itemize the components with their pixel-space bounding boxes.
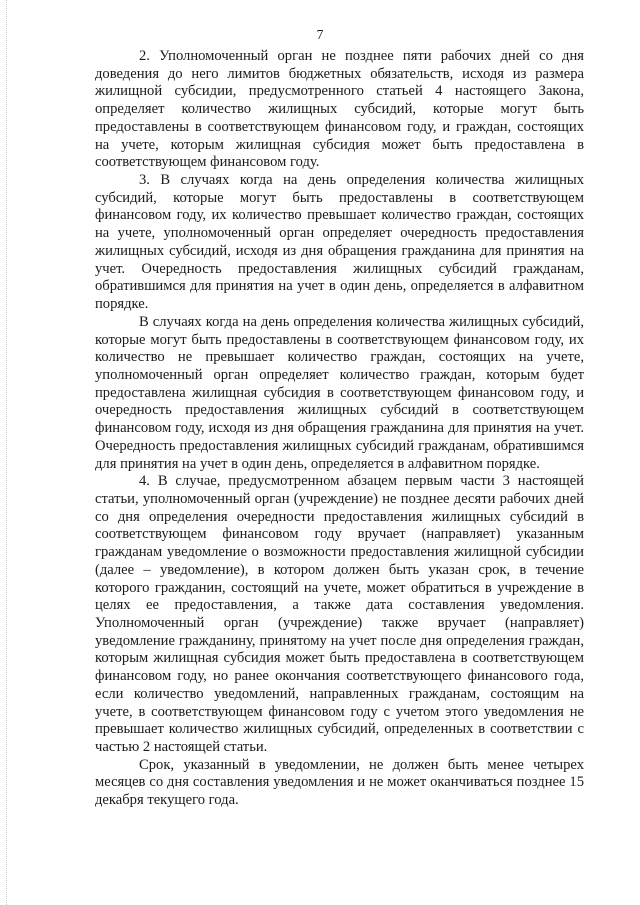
scan-edge-divider — [6, 0, 7, 905]
paragraph-notice-term: Срок, указанный в уведомлении, не должен быть менее четырех месяцев со дня составления уведомления и не может оканчиваться позднее 15 декабря текущего года. — [95, 756, 584, 809]
paragraph-part-2: 2. Уполномоченный орган не позднее пяти рабочих дней со дня доведения до него лимитов бюджетных обязательств, исходя из размера жилищной субсидии, предусмотренного статьей 4 настоящего Закона, определяет количество жилищных субсидий, которые могут быть предоставлены в соответствующем финансовом году, и граждан, состоящих на учете, которым жилищная субсидия может быть предоставлена в соответствующем финансовом году. — [95, 48, 584, 171]
document-body — [95, 48, 584, 810]
page-number: 7 — [316, 27, 324, 42]
paragraph-part-4: 4. В случае, предусмотренном абзацем первым части 3 настоящей статьи, уполномоченный орган (учреждение) не позднее десяти рабочих дней со дня определения очередности предоставления жилищных субсидий в соответствующем финансовом году вручает (направляет) указанным гражданам уведомление о возможности предоставления жилищной субсидии (далее – уведомление), в котором должен быть указан срок, в течение которого гражданин, состоящий на учете, может обратиться в учреждение в целях ее предоставления, а также дата составления уведомления. Уполномоченный орган (учреждение) также вручает (направляет) уведомление гражданину, принятому на учет после дня определения граждан, которым жилищная субсидия может быть предоставлена в соответствующем финансовом году, но ранее окончания соответствующего финансового года, если количество уведомлений, направленных гражданам, состоящим на учете, в соответствующем финансовом году с учетом этого уведомления не превышает количество жилищных субсидий, определенных в соответствии с частью 2 настоящей статьи. — [95, 473, 584, 756]
paragraph-part-3-second: В случаях когда на день определения количества жилищных субсидий, которые могут быть предоставлены в соответствующем финансовом году, их количество не превышает количество граждан, состоящих на учете, уполномоченный орган определяет количество граждан, которым будет предоставлена жилищная субсидия в соответствующем финансовом году, и очередность предоставления жилищных субсидий в соответствующем финансовом году, исходя из дня обращения гражданина для принятия на учет. Очередность предоставления жилищных субсидий гражданам, обратившимся для принятия на учет в один день, определяется в алфавитном порядке. — [95, 313, 584, 472]
paragraph-part-3: 3. В случаях когда на день определения количества жилищных субсидий, которые могут быть предоставлены в соответствующем финансовом году, их количество превышает количество граждан, состоящих на учете, уполномоченный орган определяет очередность предоставления жилищных субсидий, исходя из дня обращения гражданина для принятия на учет. Очередность предоставления жилищных субсидий гражданам, обратившимся для принятия на учет в один день, определяется в алфавитном порядке. — [95, 172, 584, 313]
